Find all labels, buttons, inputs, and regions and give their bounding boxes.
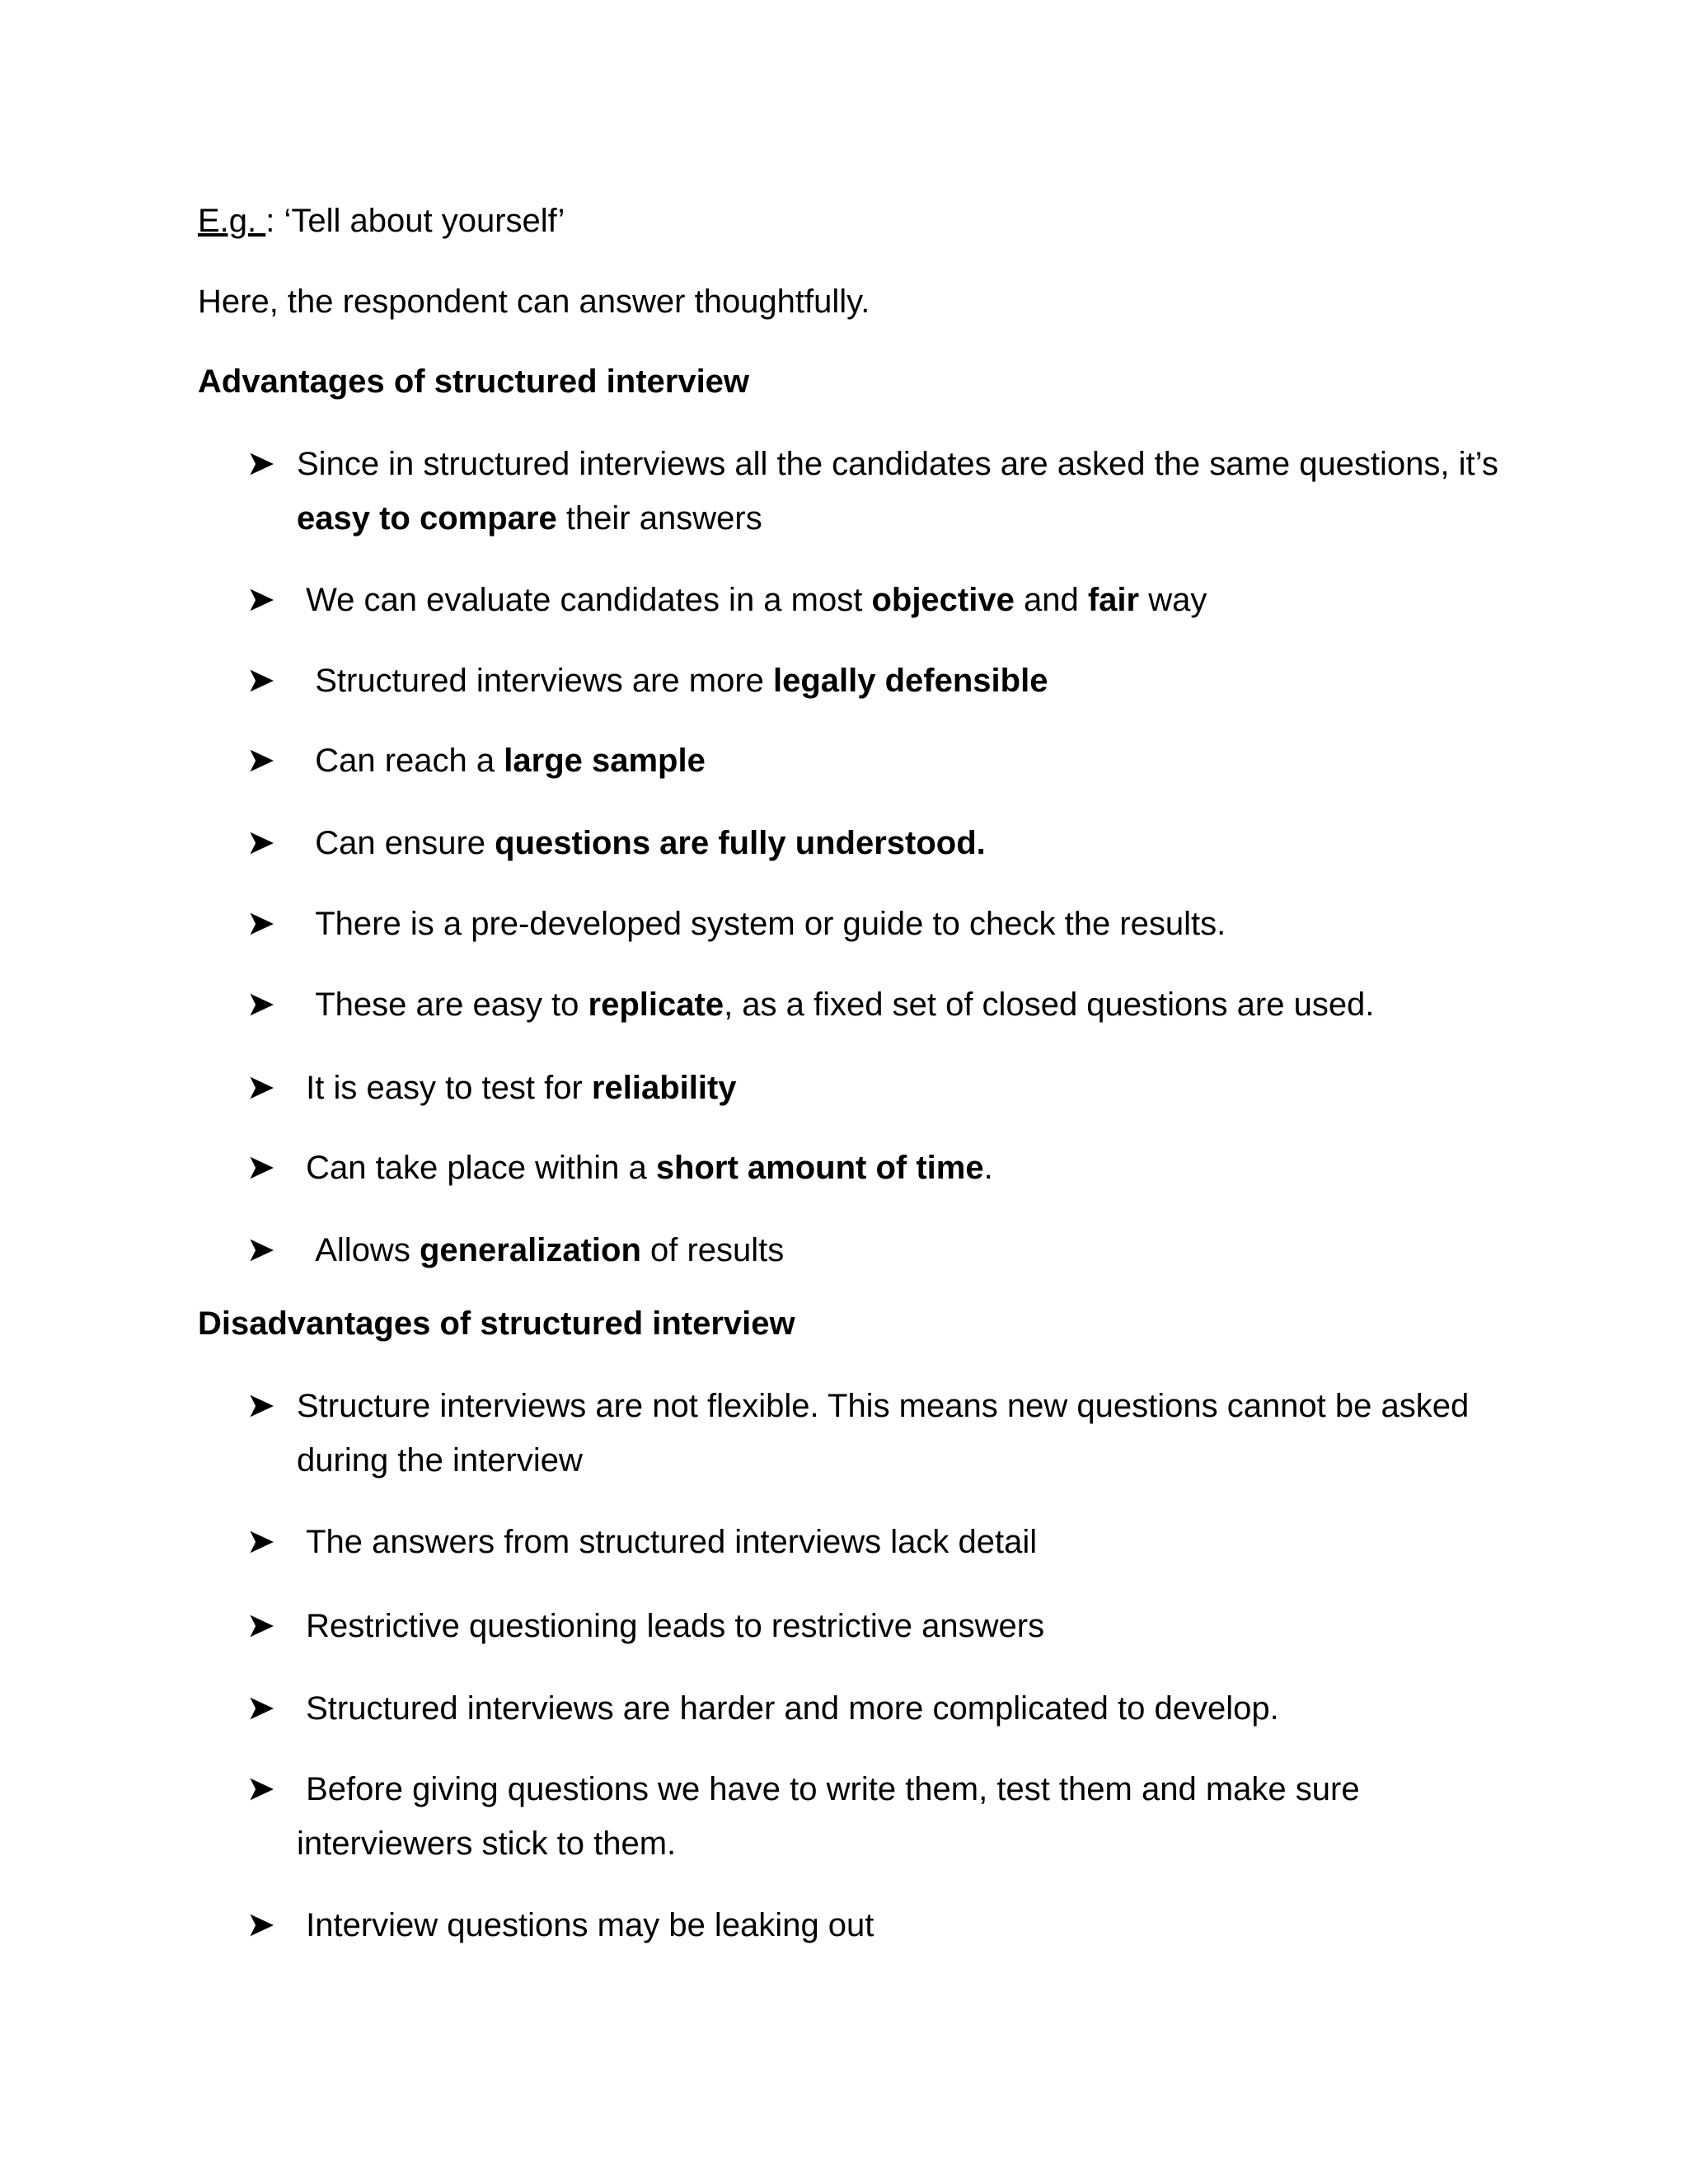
list-item-text <box>297 1223 1533 1277</box>
arrowhead-bullet-icon <box>247 1613 275 1639</box>
text-run: Structured interviews are harder and more complicated to develop. <box>297 1690 1279 1727</box>
list-item-text <box>297 573 1533 627</box>
text-run: Before giving questions we have to write them, test them and make sure interviewers stick to them. <box>297 1771 1369 1862</box>
list-item-text <box>297 1061 1533 1115</box>
text-run: their answers <box>556 500 762 537</box>
text-run: way <box>1139 582 1207 618</box>
bold-phrase: objective <box>871 582 1015 618</box>
text-run: Restrictive questioning leads to restrictive answers <box>297 1608 1045 1644</box>
list-item <box>247 573 1566 627</box>
list-item-text <box>297 1898 1533 1952</box>
list-item <box>247 1681 1566 1736</box>
list-item <box>247 1141 1566 1195</box>
list-item <box>247 733 1566 788</box>
arrowhead-bullet-icon <box>247 991 275 1018</box>
bold-phrase: large sample <box>504 743 706 779</box>
list-item <box>247 654 1566 708</box>
text-run: There is a pre-developed system or guide to check the results. <box>297 906 1226 942</box>
bold-phrase: questions are fully understood. <box>495 825 986 861</box>
arrowhead-bullet-icon <box>247 1529 275 1555</box>
list-item <box>247 1379 1566 1488</box>
list-item <box>247 816 1566 870</box>
list-item-text <box>297 654 1533 708</box>
text-run: It is easy to test for <box>297 1070 592 1106</box>
text-run: The answers from structured interviews lack detail <box>297 1524 1038 1560</box>
list-item-text <box>297 1515 1533 1569</box>
list-item-text <box>297 1599 1533 1653</box>
arrowhead-bullet-icon <box>247 748 275 774</box>
list-item <box>247 437 1566 546</box>
bold-phrase: replicate <box>588 987 724 1023</box>
arrowhead-bullet-icon <box>247 1912 275 1938</box>
list-item-text <box>297 1141 1533 1195</box>
bold-phrase: reliability <box>591 1070 737 1106</box>
text-run: , as a fixed set of closed questions are used. <box>724 987 1375 1023</box>
text-run: Can ensure <box>297 825 495 861</box>
intro-sentence: Here, the respondent can answer thoughtfully. <box>198 284 870 320</box>
disadvantages-heading: Disadvantages of structured interview <box>198 1305 795 1342</box>
arrowhead-bullet-icon <box>247 1237 275 1263</box>
arrowhead-bullet-icon <box>247 911 275 937</box>
text-run: These are easy to <box>297 987 588 1023</box>
arrowhead-bullet-icon <box>247 1393 275 1419</box>
text-run: of results <box>640 1232 785 1268</box>
list-item-text <box>297 437 1533 546</box>
text-run: Interview questions may be leaking out <box>297 1907 874 1943</box>
arrowhead-bullet-icon <box>247 830 275 856</box>
bold-phrase: legally defensible <box>773 663 1048 699</box>
list-item <box>247 1515 1566 1569</box>
bold-phrase: generalization <box>419 1232 641 1268</box>
list-item <box>247 977 1566 1032</box>
text-run: . <box>983 1150 993 1186</box>
bold-phrase: fair <box>1087 582 1140 618</box>
list-item-text <box>297 1379 1533 1488</box>
list-item-text <box>297 733 1533 788</box>
arrowhead-bullet-icon <box>247 668 275 694</box>
list-item <box>247 1762 1566 1871</box>
arrowhead-bullet-icon <box>247 1695 275 1722</box>
text-run: Allows <box>297 1232 420 1268</box>
text-run: Can reach a <box>297 743 504 779</box>
arrowhead-bullet-icon <box>247 587 275 613</box>
list-item <box>247 897 1566 951</box>
text-run: Structure interviews are not flexible. This means new questions cannot be asked during the interview <box>297 1388 1479 1479</box>
text-run: We can evaluate candidates in a most <box>297 582 872 618</box>
list-item <box>247 1061 1566 1115</box>
list-item <box>247 1898 1566 1952</box>
list-item <box>247 1223 1566 1277</box>
bold-phrase: short amount of time <box>655 1150 984 1186</box>
list-item-text <box>297 977 1533 1032</box>
text-run: and <box>1014 582 1088 618</box>
example-line <box>198 194 565 248</box>
list-item-text <box>297 816 1533 870</box>
list-item-text <box>297 1762 1533 1871</box>
text-run: Can take place within a <box>297 1150 656 1186</box>
arrowhead-bullet-icon <box>247 1155 275 1181</box>
list-item-text <box>297 1681 1533 1736</box>
arrowhead-bullet-icon <box>247 1776 275 1802</box>
arrowhead-bullet-icon <box>247 1075 275 1101</box>
advantages-heading: Advantages of structured interview <box>198 363 750 400</box>
arrowhead-bullet-icon <box>247 451 275 477</box>
text-run: Since in structured interviews all the candidates are asked the same questions, it’s <box>297 446 1507 482</box>
example-text: : ‘Tell about yourself’ <box>265 203 565 239</box>
text-run: Structured interviews are more <box>297 663 773 699</box>
example-label: E.g. <box>198 203 266 239</box>
bold-phrase: easy to compare <box>297 500 557 537</box>
list-item-text <box>297 897 1533 951</box>
list-item <box>247 1599 1566 1653</box>
